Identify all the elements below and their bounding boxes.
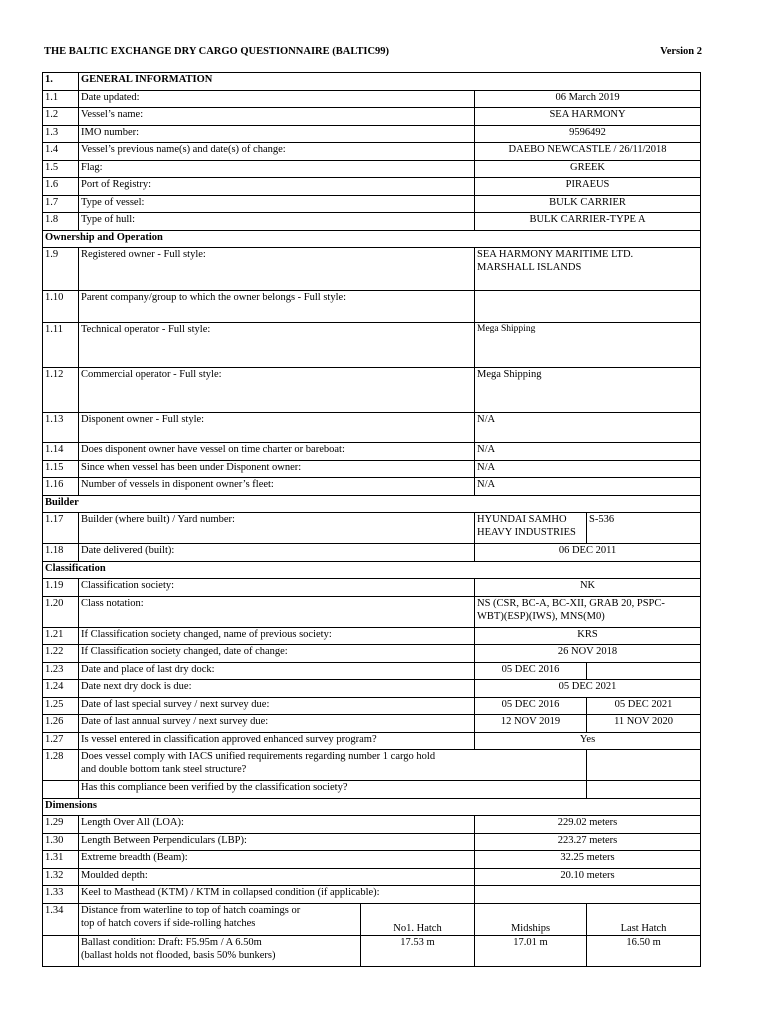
midships-value: 17.01 m (475, 935, 587, 966)
row-label-line: top of hatch covers if side-rolling hatches (81, 917, 256, 929)
row-value: KRS (475, 627, 701, 645)
row-value: N/A (475, 443, 701, 461)
row-number: 1.7 (43, 195, 79, 213)
builder-name-line: HYUNDAI SAMHO (477, 514, 567, 525)
table-row (43, 833, 701, 851)
document-header (44, 46, 702, 57)
row-label: If Classification society changed, name of previous society: (79, 627, 475, 645)
hatch-value: 17.53 m (361, 935, 475, 966)
row-number: 1.9 (43, 248, 79, 291)
row-value (475, 886, 701, 904)
row-label: Registered owner - Full style: (79, 248, 475, 291)
row-label-line: (ballast holds not flooded, basis 50% bunkers) (81, 949, 276, 961)
table-row (43, 851, 701, 869)
last-hatch-column-header: Last Hatch (587, 903, 701, 935)
table-row (43, 291, 701, 323)
section-ownership-header (43, 230, 701, 248)
section-builder-header (43, 495, 701, 513)
row-label: Date delivered (built): (79, 544, 475, 562)
row-number: 1.28 (43, 750, 79, 781)
builder-name (475, 513, 587, 544)
row-number: 1.8 (43, 213, 79, 231)
hatch-column-header: No1. Hatch (361, 903, 475, 935)
document-version: Version 2 (660, 46, 702, 57)
row-label: Vessel’s previous name(s) and date(s) of change: (79, 143, 475, 161)
table-row (43, 750, 701, 781)
row-label: Date and place of last dry dock: (79, 662, 475, 680)
row-number: 1.16 (43, 478, 79, 496)
table-row (43, 108, 701, 126)
row-number: 1.14 (43, 443, 79, 461)
table-row (43, 143, 701, 161)
table-row (43, 478, 701, 496)
table-row (43, 195, 701, 213)
row-number (43, 935, 79, 966)
table-row (43, 160, 701, 178)
row-value-line: NS (CSR, BC-A, BC-XII, GRAB 20, PSPC- (477, 597, 665, 609)
table-row (43, 213, 701, 231)
row-number: 1.21 (43, 627, 79, 645)
row-value: 06 March 2019 (475, 90, 701, 108)
row-value: DAEBO NEWCASTLE / 26/11/2018 (475, 143, 701, 161)
row-label: Number of vessels in disponent owner’s fleet: (79, 478, 475, 496)
row-label: Technical operator - Full style: (79, 323, 475, 368)
section-general-header (43, 73, 701, 91)
row-label: Type of vessel: (79, 195, 475, 213)
row-value-line: SEA HARMONY MARITIME LTD. (477, 249, 634, 260)
row-value: BULK CARRIER (475, 195, 701, 213)
row-label: Length Between Perpendiculars (LBP): (79, 833, 475, 851)
table-row (43, 596, 701, 627)
last-annual-survey-date: 12 NOV 2019 (475, 715, 587, 733)
row-value: 9596492 (475, 125, 701, 143)
row-value: N/A (475, 478, 701, 496)
row-value: 20.10 meters (475, 868, 701, 886)
next-survey-date: 05 DEC 2021 (587, 697, 701, 715)
row-label: Extreme breadth (Beam): (79, 851, 475, 869)
table-row (43, 178, 701, 196)
row-label: Moulded depth: (79, 868, 475, 886)
table-row (43, 323, 701, 368)
row-number: 1.33 (43, 886, 79, 904)
section-dimensions-header (43, 798, 701, 816)
row-number: 1.23 (43, 662, 79, 680)
row-label (79, 903, 361, 935)
row-value: NK (475, 579, 701, 597)
row-number: 1.34 (43, 903, 79, 935)
row-number: 1.25 (43, 697, 79, 715)
section-number: 1. (43, 73, 79, 91)
row-label-line: Does vessel comply with IACS unified requirements regarding number 1 cargo hold (81, 751, 436, 762)
row-label: Class notation: (79, 596, 475, 627)
row-value: SEA HARMONY (475, 108, 701, 126)
row-number: 1.6 (43, 178, 79, 196)
document-title: THE BALTIC EXCHANGE DRY CARGO QUESTIONNAIRE (BALTIC99) (44, 46, 390, 57)
row-value: 223.27 meters (475, 833, 701, 851)
row-label: Builder (where built) / Yard number: (79, 513, 475, 544)
row-number (43, 781, 79, 799)
row-label: Commercial operator - Full style: (79, 368, 475, 413)
row-label: Length Over All (LOA): (79, 816, 475, 834)
table-row (43, 886, 701, 904)
section-title: Builder (43, 495, 701, 513)
row-number: 1.2 (43, 108, 79, 126)
table-row (43, 443, 701, 461)
dry-dock-place (587, 662, 701, 680)
table-row (43, 248, 701, 291)
builder-name-line: HEAVY INDUSTRIES (477, 527, 576, 538)
row-number: 1.29 (43, 816, 79, 834)
section-classification-header (43, 561, 701, 579)
row-value-line: MARSHALL ISLANDS (477, 262, 582, 273)
row-value (475, 596, 701, 627)
row-label-line: Distance from waterline to top of hatch coamings or (81, 904, 301, 916)
row-label-line: and double bottom tank steel structure? (81, 764, 247, 775)
row-number: 1.32 (43, 868, 79, 886)
table-row (43, 715, 701, 733)
table-row (43, 544, 701, 562)
row-number: 1.12 (43, 368, 79, 413)
row-value (587, 781, 701, 799)
row-label (79, 750, 587, 781)
row-label: If Classification society changed, date of change: (79, 645, 475, 663)
row-value: 32.25 meters (475, 851, 701, 869)
row-label: Classification society: (79, 579, 475, 597)
section-title: Dimensions (43, 798, 701, 816)
row-label: Type of hull: (79, 213, 475, 231)
yard-number: S-536 (587, 513, 701, 544)
row-label: Since when vessel has been under Disponent owner: (79, 460, 475, 478)
row-label: Date updated: (79, 90, 475, 108)
table-row (43, 935, 701, 966)
row-value: N/A (475, 413, 701, 443)
row-value: 229.02 meters (475, 816, 701, 834)
row-number: 1.17 (43, 513, 79, 544)
row-number: 1.18 (43, 544, 79, 562)
table-row (43, 662, 701, 680)
section-title: Ownership and Operation (43, 230, 701, 248)
table-row (43, 90, 701, 108)
row-label: Has this compliance been verified by the classification society? (79, 781, 587, 799)
row-number: 1.30 (43, 833, 79, 851)
table-row (43, 868, 701, 886)
questionnaire-table (42, 72, 701, 967)
table-row (43, 627, 701, 645)
next-annual-survey-date: 11 NOV 2020 (587, 715, 701, 733)
midships-column-header: Midships (475, 903, 587, 935)
table-row (43, 460, 701, 478)
row-label: Port of Registry: (79, 178, 475, 196)
table-row (43, 697, 701, 715)
row-value (475, 291, 701, 323)
row-label-line: Ballast condition: Draft: F5.95m / A 6.50m (81, 936, 262, 948)
row-value (587, 750, 701, 781)
row-value: 26 NOV 2018 (475, 645, 701, 663)
row-label: Does disponent owner have vessel on time charter or bareboat: (79, 443, 475, 461)
row-value: N/A (475, 460, 701, 478)
section-title: GENERAL INFORMATION (79, 73, 701, 91)
row-value: BULK CARRIER-TYPE A (475, 213, 701, 231)
row-value: Yes (475, 732, 701, 750)
row-value: 06 DEC 2011 (475, 544, 701, 562)
last-hatch-value: 16.50 m (587, 935, 701, 966)
row-label: Flag: (79, 160, 475, 178)
row-number: 1.19 (43, 579, 79, 597)
row-number: 1.26 (43, 715, 79, 733)
table-row (43, 645, 701, 663)
table-row (43, 125, 701, 143)
row-label: Date of last special survey / next survey due: (79, 697, 475, 715)
table-row (43, 781, 701, 799)
row-value-line: WBT)(ESP)(IWS), MNS(M0) (477, 610, 605, 622)
row-label: Parent company/group to which the owner belongs - Full style: (79, 291, 475, 323)
row-number: 1.24 (43, 680, 79, 698)
dry-dock-date: 05 DEC 2016 (475, 662, 587, 680)
row-number: 1.31 (43, 851, 79, 869)
row-number: 1.11 (43, 323, 79, 368)
row-label: Is vessel entered in classification approved enhanced survey program? (79, 732, 475, 750)
row-number: 1.22 (43, 645, 79, 663)
table-row (43, 513, 701, 544)
row-value: PIRAEUS (475, 178, 701, 196)
row-label: Keel to Masthead (KTM) / KTM in collapsed condition (if applicable): (79, 886, 475, 904)
row-label: IMO number: (79, 125, 475, 143)
table-row (43, 413, 701, 443)
row-number: 1.20 (43, 596, 79, 627)
row-label: Disponent owner - Full style: (79, 413, 475, 443)
row-label (79, 935, 361, 966)
row-value: 05 DEC 2021 (475, 680, 701, 698)
row-label: Vessel’s name: (79, 108, 475, 126)
row-number: 1.5 (43, 160, 79, 178)
table-row (43, 368, 701, 413)
table-row (43, 579, 701, 597)
row-number: 1.13 (43, 413, 79, 443)
table-row (43, 732, 701, 750)
row-number: 1.27 (43, 732, 79, 750)
last-survey-date: 05 DEC 2016 (475, 697, 587, 715)
table-row (43, 680, 701, 698)
row-number: 1.1 (43, 90, 79, 108)
section-title: Classification (43, 561, 701, 579)
row-label: Date of last annual survey / next survey due: (79, 715, 475, 733)
table-row (43, 816, 701, 834)
row-value: Mega Shipping (475, 323, 701, 368)
row-number: 1.15 (43, 460, 79, 478)
table-row (43, 903, 701, 935)
row-label: Date next dry dock is due: (79, 680, 475, 698)
row-number: 1.10 (43, 291, 79, 323)
row-value (475, 248, 701, 291)
row-value: GREEK (475, 160, 701, 178)
row-value: Mega Shipping (475, 368, 701, 413)
row-number: 1.3 (43, 125, 79, 143)
row-number: 1.4 (43, 143, 79, 161)
